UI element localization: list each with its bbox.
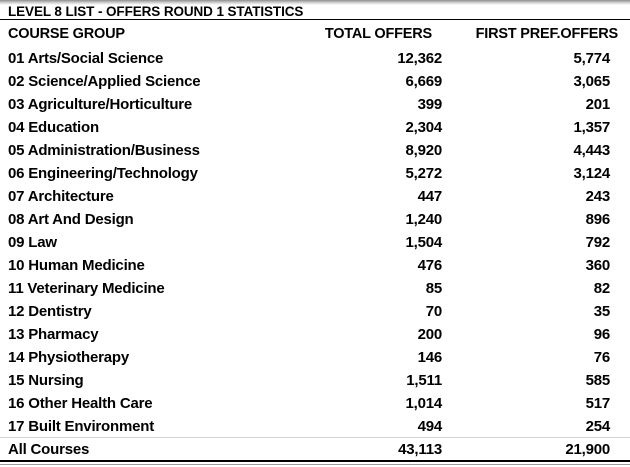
- first-pref-offers-cell: 1,357: [573, 119, 610, 136]
- column-header-total-offers: TOTAL OFFERS: [324, 25, 432, 42]
- table-row: [0, 300, 630, 323]
- course-group-cell: 11 Veterinary Medicine: [8, 280, 165, 297]
- table-row: [0, 323, 630, 346]
- total-offers-cell: 85: [425, 280, 442, 297]
- total-offers-cell: 70: [425, 303, 442, 320]
- bottom-rule-secondary: [0, 464, 630, 465]
- total-offers-cell: 146: [417, 349, 442, 366]
- table-row: [0, 277, 630, 300]
- course-group-cell: All Courses: [8, 440, 90, 458]
- course-group-cell: 12 Dentistry: [8, 303, 92, 320]
- total-offers-cell: 494: [417, 417, 442, 435]
- total-offers-cell: 1,511: [406, 372, 442, 389]
- first-pref-offers-cell: 21,900: [565, 440, 610, 458]
- table-row: [0, 93, 630, 116]
- column-header-first-pref-offers: FIRST PREF.OFFERS: [475, 25, 618, 42]
- table-row: [0, 392, 630, 415]
- total-offers-cell: 8,920: [405, 142, 442, 159]
- table-row: [0, 231, 630, 254]
- total-offers-cell: 447: [417, 188, 442, 205]
- first-pref-offers-cell: 3,124: [573, 165, 610, 182]
- course-group-cell: 02 Science/Applied Science: [8, 73, 201, 90]
- table-row: [0, 346, 630, 369]
- first-pref-offers-cell: 254: [585, 417, 610, 435]
- first-pref-offers-cell: 896: [585, 211, 610, 228]
- first-pref-offers-cell: 3,065: [573, 73, 610, 90]
- total-offers-cell: 1,504: [405, 234, 442, 251]
- first-pref-offers-cell: 5,774: [573, 50, 610, 67]
- total-offers-cell: 12,362: [397, 50, 442, 67]
- first-pref-offers-cell: 517: [585, 395, 610, 412]
- first-pref-offers-cell: 35: [593, 303, 610, 320]
- table-row: [0, 208, 630, 231]
- course-group-cell: 17 Built Environment: [8, 417, 155, 435]
- first-pref-offers-cell: 360: [585, 257, 610, 274]
- first-pref-offers-cell: 96: [593, 326, 610, 343]
- total-offers-cell: 200: [417, 326, 442, 343]
- first-pref-offers-cell: 82: [593, 280, 610, 297]
- table-row: [0, 139, 630, 162]
- table-row: [0, 70, 630, 93]
- total-offers-cell: 399: [417, 96, 442, 113]
- course-group-cell: 10 Human Medicine: [8, 257, 145, 274]
- course-group-cell: 04 Education: [8, 119, 99, 136]
- first-pref-offers-cell: 585: [585, 372, 610, 389]
- table-row: [0, 185, 630, 208]
- table-row: [0, 116, 630, 139]
- course-group-cell: 16 Other Health Care: [8, 395, 153, 412]
- total-offers-cell: 476: [417, 257, 442, 274]
- first-pref-offers-cell: 4,443: [573, 142, 610, 159]
- table-header-row: [0, 20, 630, 47]
- first-pref-offers-cell: 792: [585, 234, 610, 251]
- table-row: [0, 369, 630, 392]
- course-group-cell: 09 Law: [8, 234, 57, 251]
- course-group-cell: 07 Architecture: [8, 188, 114, 205]
- table-total-row: [0, 438, 630, 460]
- total-offers-cell: 2,304: [405, 119, 442, 136]
- course-group-cell: 01 Arts/Social Science: [8, 50, 164, 67]
- first-pref-offers-cell: 201: [585, 96, 610, 113]
- total-offers-cell: 1,014: [405, 395, 442, 412]
- course-group-cell: 03 Agriculture/Horticulture: [8, 96, 193, 113]
- course-group-cell: 06 Engineering/Technology: [8, 165, 198, 182]
- course-group-cell: 14 Physiotherapy: [8, 349, 130, 366]
- table-row: [0, 162, 630, 185]
- course-group-cell: 15 Nursing: [8, 372, 84, 389]
- column-header-course-group: COURSE GROUP: [8, 25, 125, 42]
- page-title: LEVEL 8 LIST - OFFERS ROUND 1 STATISTICS: [0, 5, 630, 20]
- total-offers-cell: 1,240: [405, 211, 442, 228]
- first-pref-offers-cell: 76: [593, 349, 610, 366]
- table-row: [0, 254, 630, 277]
- table-row: [0, 47, 630, 70]
- first-pref-offers-cell: 243: [585, 188, 610, 205]
- offers-table: [0, 20, 630, 460]
- total-offers-cell: 6,669: [405, 73, 442, 90]
- total-offers-cell: 5,272: [405, 165, 442, 182]
- total-offers-cell: 43,113: [398, 440, 442, 458]
- course-group-cell: 13 Pharmacy: [8, 326, 99, 343]
- course-group-cell: 08 Art And Design: [8, 211, 134, 228]
- table-row: [0, 415, 630, 438]
- course-group-cell: 05 Administration/Business: [8, 142, 200, 159]
